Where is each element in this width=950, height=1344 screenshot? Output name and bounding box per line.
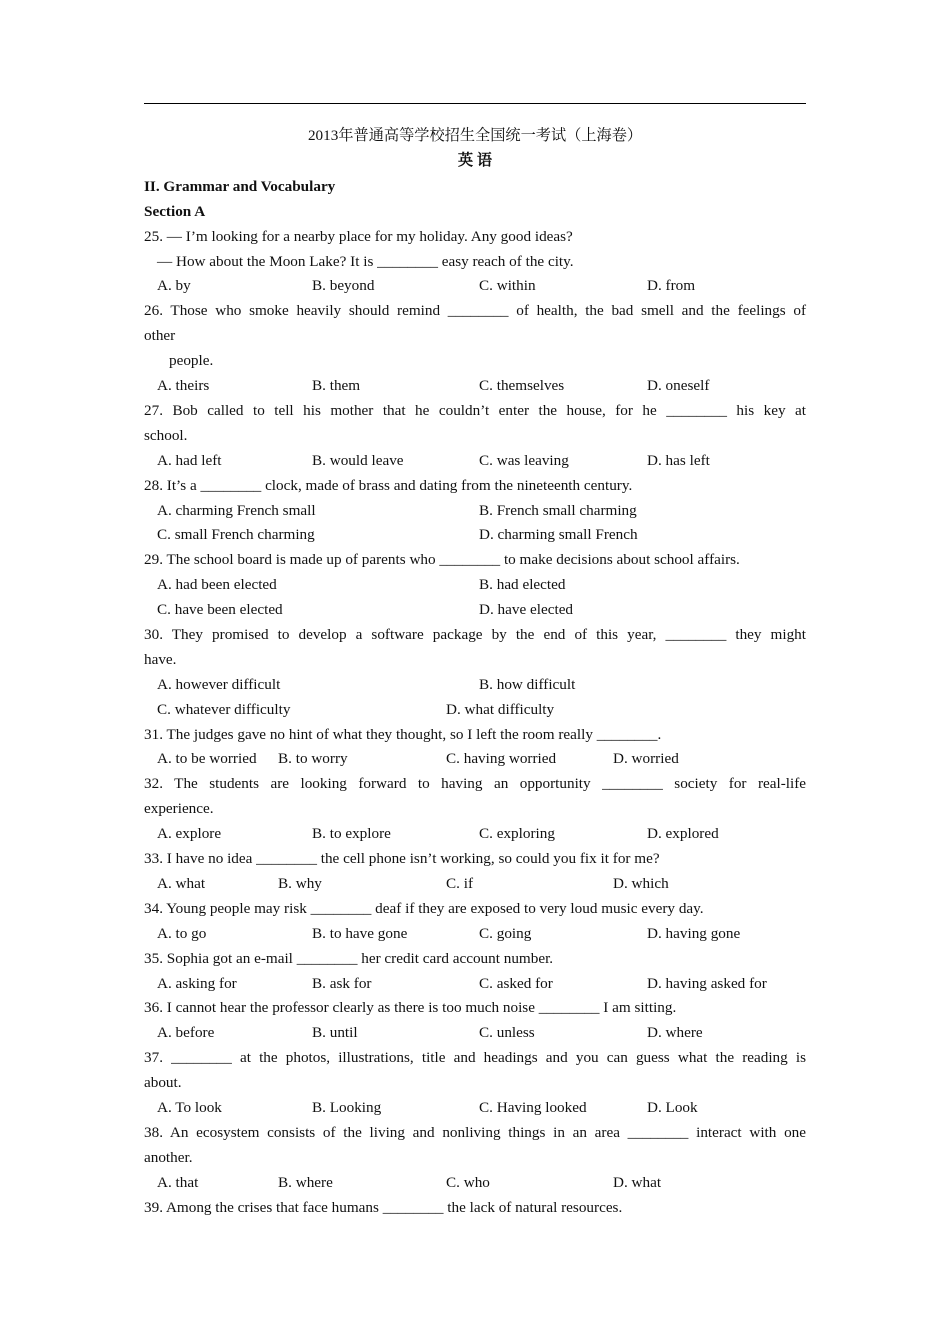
option-d: D. having asked for bbox=[647, 975, 767, 992]
option-b: B. beyond bbox=[312, 277, 375, 294]
option-d: D. which bbox=[613, 875, 669, 892]
header-rule bbox=[144, 103, 806, 104]
question-text: 38. An ecosystem consists of the living and nonliving things in an area ________ interact with one bbox=[144, 1124, 806, 1141]
option-c: C. Having looked bbox=[479, 1099, 587, 1116]
option-d: D. from bbox=[647, 277, 696, 294]
question-text: 31. The judges gave no hint of what they thought, so I left the room really ________. bbox=[144, 726, 662, 743]
option-b: B. to explore bbox=[312, 825, 391, 842]
option-d: D. having gone bbox=[647, 925, 741, 942]
option-b: B. French small charming bbox=[479, 502, 637, 519]
question-text: about. bbox=[144, 1074, 182, 1091]
question-text: 34. Young people may risk ________ deaf if they are exposed to very loud music every day. bbox=[144, 900, 704, 917]
option-d: D. what difficulty bbox=[446, 701, 555, 718]
option-c: C. whatever difficulty bbox=[157, 701, 291, 718]
option-c: C. going bbox=[479, 925, 532, 942]
option-a: A. however difficult bbox=[157, 676, 281, 693]
question-text: 29. The school board is made up of parents who ________ to make decisions about school affairs. bbox=[144, 551, 740, 568]
option-a: A. what bbox=[157, 875, 206, 892]
question-text: people. bbox=[169, 352, 214, 369]
option-b: B. where bbox=[278, 1174, 333, 1191]
option-c: C. exploring bbox=[479, 825, 555, 842]
question-text: 26. Those who smoke heavily should remind ________ of health, the bad smell and the feelings of bbox=[144, 302, 806, 319]
subject-title: 英 语 bbox=[457, 152, 493, 169]
question-text: another. bbox=[144, 1149, 193, 1166]
option-a: A. To look bbox=[157, 1099, 222, 1116]
option-d: D. have elected bbox=[479, 601, 574, 618]
option-a: A. by bbox=[157, 277, 191, 294]
option-d: D. what bbox=[613, 1174, 662, 1191]
option-c: C. who bbox=[446, 1174, 490, 1191]
question-text: school. bbox=[144, 427, 188, 444]
option-a: A. asking for bbox=[157, 975, 237, 992]
option-a: A. to go bbox=[157, 925, 207, 942]
option-b: B. them bbox=[312, 377, 361, 394]
question-text: 25. — I’m looking for a nearby place for my holiday. Any good ideas? bbox=[144, 228, 573, 245]
section-heading: Section A bbox=[144, 203, 206, 220]
question-text: 35. Sophia got an e-mail ________ her credit card account number. bbox=[144, 950, 554, 967]
option-c: C. if bbox=[446, 875, 474, 892]
option-c: C. was leaving bbox=[479, 452, 569, 469]
option-c: C. asked for bbox=[479, 975, 553, 992]
option-a: A. had been elected bbox=[157, 576, 277, 593]
option-c: C. within bbox=[479, 277, 536, 294]
option-a: A. charming French small bbox=[157, 502, 316, 519]
question-text: 30. They promised to develop a software package by the end of this year, ________ they might bbox=[144, 626, 806, 643]
option-b: B. to worry bbox=[278, 750, 348, 767]
option-c: C. small French charming bbox=[157, 526, 315, 543]
option-a: A. that bbox=[157, 1174, 199, 1191]
option-a: A. explore bbox=[157, 825, 222, 842]
option-d: D. explored bbox=[647, 825, 719, 842]
option-b: B. until bbox=[312, 1024, 358, 1041]
option-b: B. why bbox=[278, 875, 322, 892]
option-b: B. how difficult bbox=[479, 676, 576, 693]
option-c: C. themselves bbox=[479, 377, 565, 394]
question-text: have. bbox=[144, 651, 177, 668]
option-d: D. charming small French bbox=[479, 526, 638, 543]
option-b: B. would leave bbox=[312, 452, 404, 469]
option-c: C. unless bbox=[479, 1024, 535, 1041]
option-d: D. Look bbox=[647, 1099, 698, 1116]
option-d: D. oneself bbox=[647, 377, 710, 394]
option-b: B. Looking bbox=[312, 1099, 382, 1116]
option-a: A. theirs bbox=[157, 377, 210, 394]
option-b: B. had elected bbox=[479, 576, 566, 593]
question-text: other bbox=[144, 327, 176, 344]
question-text: experience. bbox=[144, 800, 214, 817]
option-c: C. having worried bbox=[446, 750, 557, 767]
question-text: 33. I have no idea ________ the cell phone isn’t working, so could you fix it for me? bbox=[144, 850, 660, 867]
option-a: A. to be worried bbox=[157, 750, 257, 767]
exam-title: 2013年普通高等学校招生全国统一考试（上海卷） bbox=[307, 127, 643, 144]
option-d: D. where bbox=[647, 1024, 703, 1041]
option-a: A. had left bbox=[157, 452, 222, 469]
question-text: — How about the Moon Lake? It is ________ easy reach of the city. bbox=[157, 253, 574, 270]
option-d: D. worried bbox=[613, 750, 679, 767]
part-heading: II. Grammar and Vocabulary bbox=[144, 178, 336, 195]
question-text: 39. Among the crises that face humans ________ the lack of natural resources. bbox=[144, 1199, 623, 1216]
question-text: 36. I cannot hear the professor clearly as there is too much noise ________ I am sitting. bbox=[144, 999, 677, 1016]
question-text: 37. ________ at the photos, illustrations, title and headings and you can guess what the reading is bbox=[144, 1049, 806, 1066]
question-text: 27. Bob called to tell his mother that he couldn’t enter the house, for he ________ his key at bbox=[144, 402, 806, 419]
question-text: 32. The students are looking forward to having an opportunity ________ society for real-life bbox=[144, 775, 806, 792]
option-b: B. to have gone bbox=[312, 925, 408, 942]
option-c: C. have been elected bbox=[157, 601, 283, 618]
question-text: 28. It’s a ________ clock, made of brass and dating from the nineteenth century. bbox=[144, 477, 633, 494]
option-b: B. ask for bbox=[312, 975, 372, 992]
option-d: D. has left bbox=[647, 452, 710, 469]
option-a: A. before bbox=[157, 1024, 215, 1041]
